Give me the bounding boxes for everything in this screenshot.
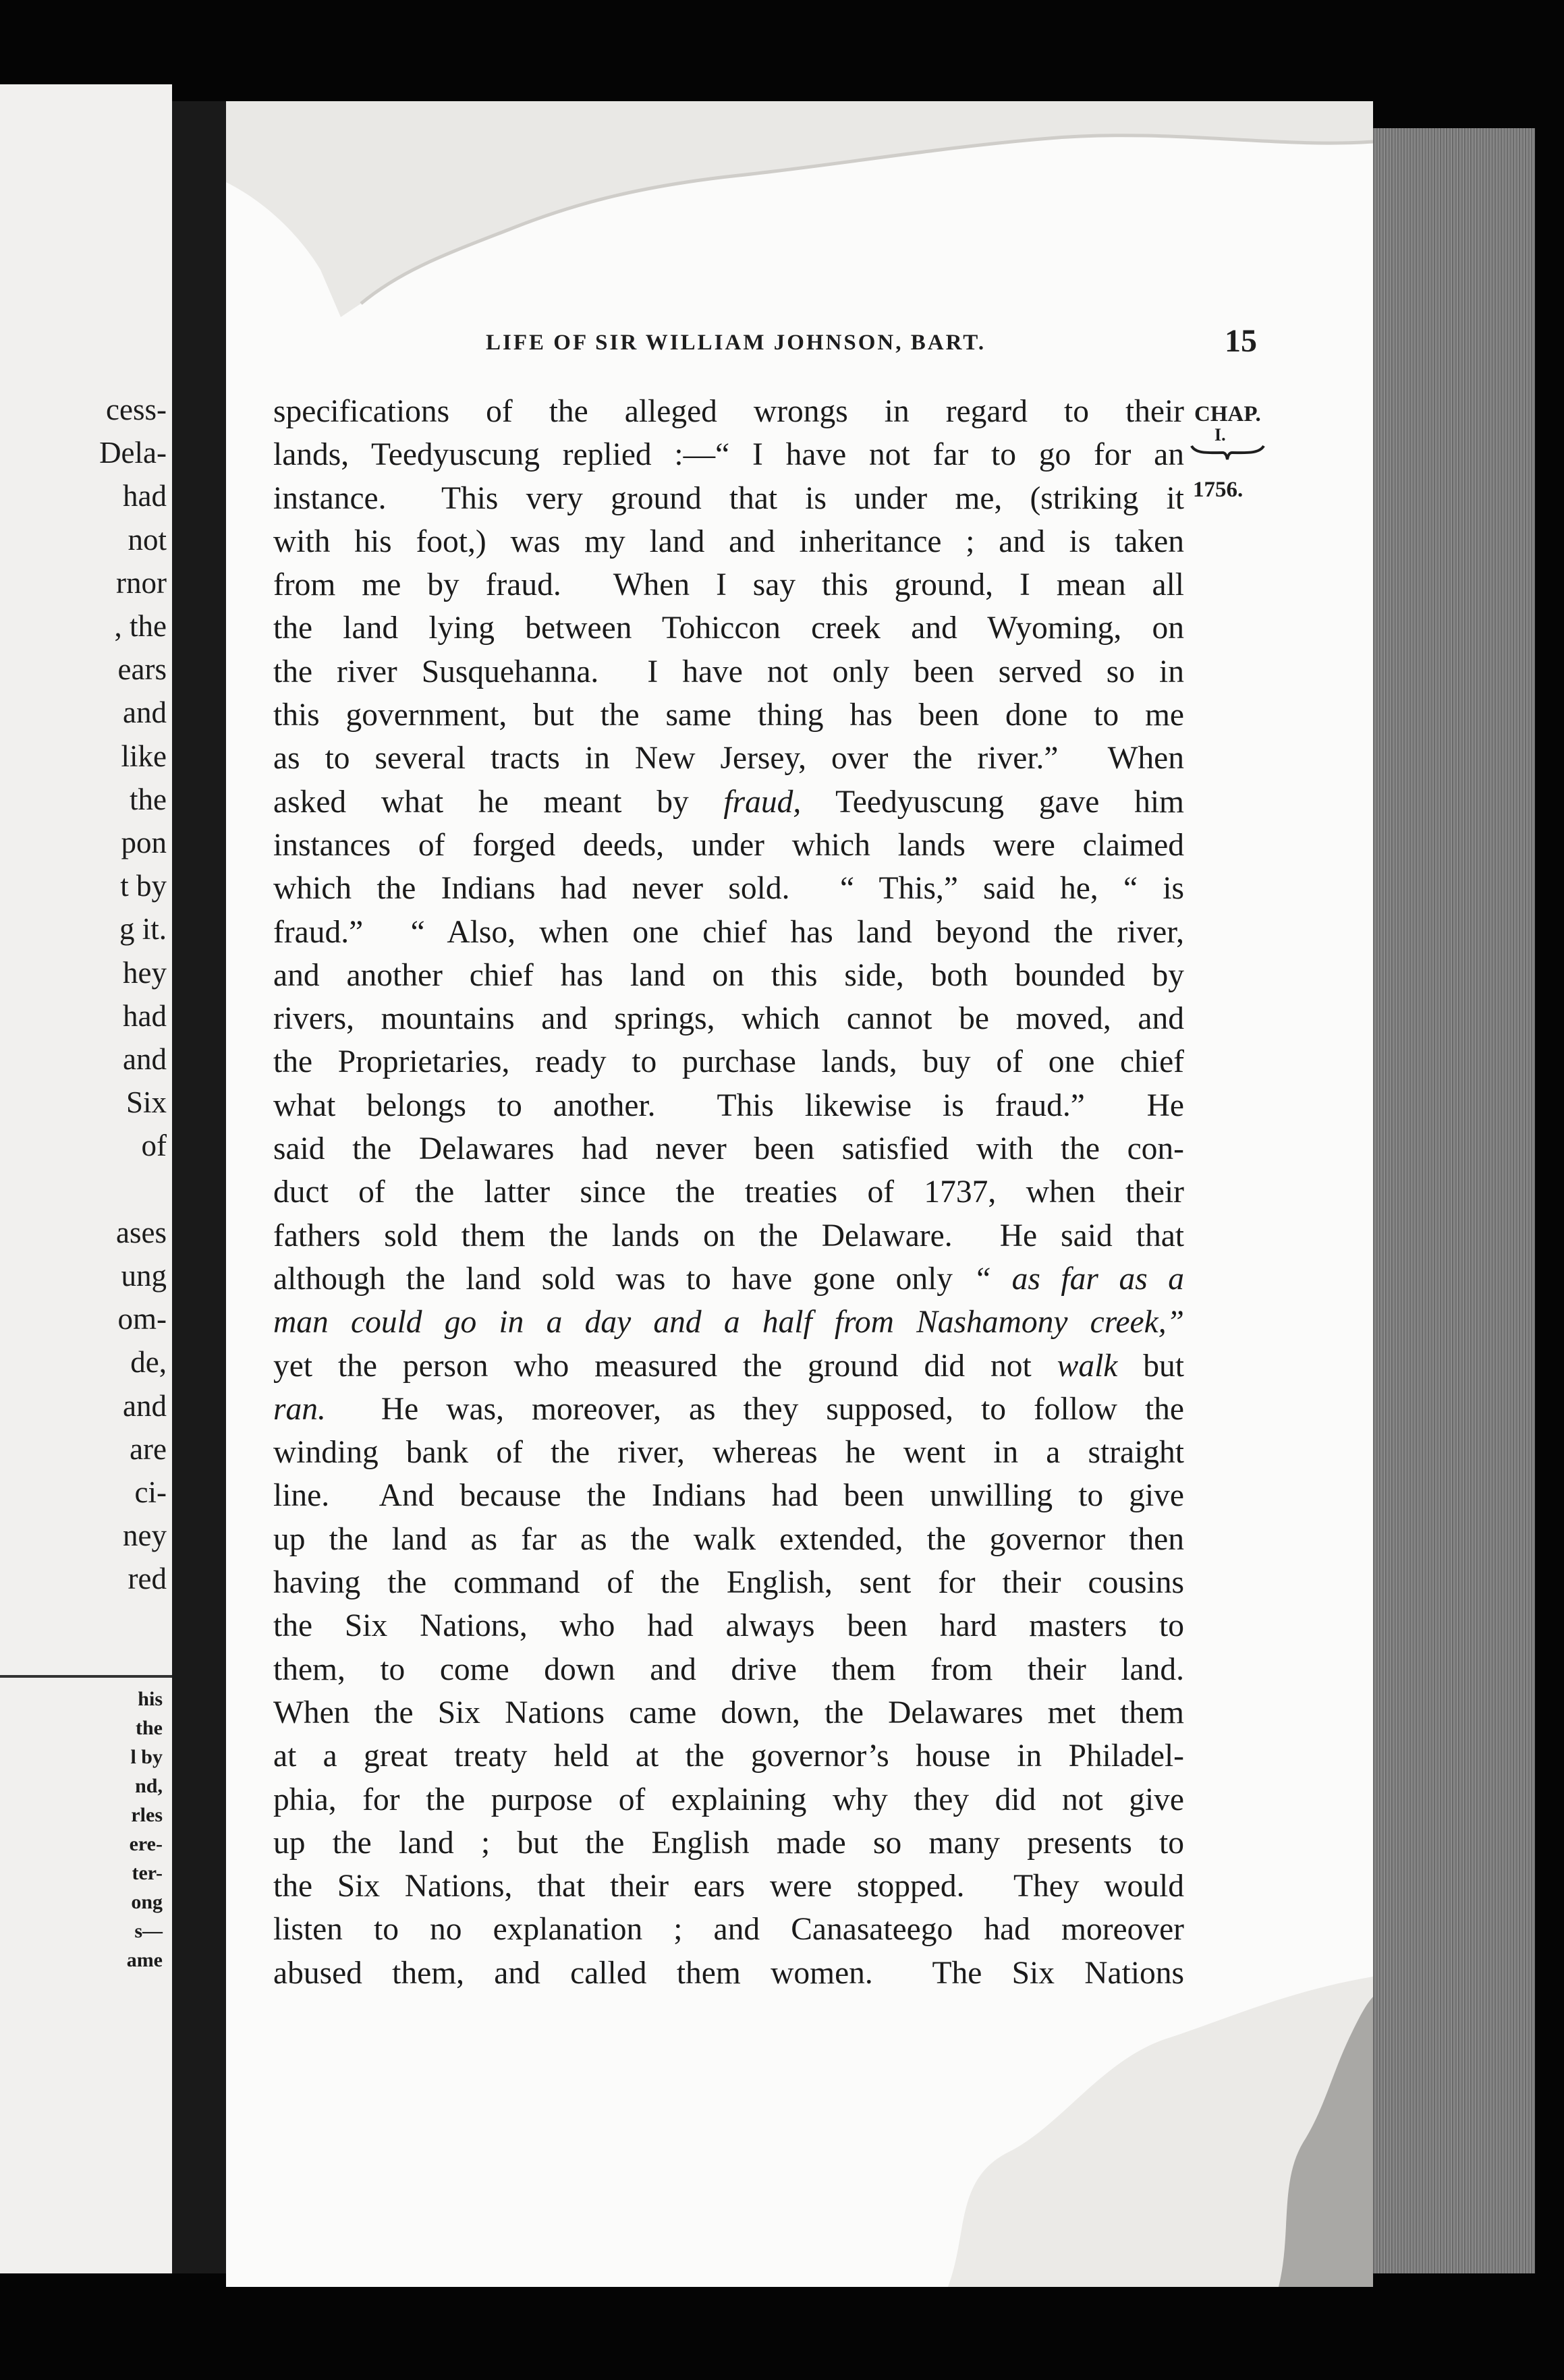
left-page-text-fragment: and [123, 696, 167, 730]
left-page-footnote-fragment: nd, [135, 1775, 163, 1797]
left-page-text-fragment: rnor [116, 565, 167, 600]
text-segment: the river Susquehanna. I have not only been served so in [273, 654, 1184, 689]
text-segment: from me by fraud. When I say this ground, I mean all [273, 567, 1184, 603]
text-line [273, 1778, 1184, 1821]
left-page-text-fragment: red [128, 1562, 167, 1596]
left-page-text-fragment: the [130, 782, 167, 816]
text-line [273, 1431, 1184, 1474]
text-segment: the land lying between Tohiccon creek and Wyoming, on [273, 611, 1184, 646]
text-line [273, 781, 1184, 824]
text-line [273, 1084, 1184, 1127]
text-line [273, 737, 1184, 780]
text-segment: said the Delawares had never been satisfied with the con- [273, 1131, 1184, 1167]
water-stain-top [226, 101, 1373, 317]
text-line [273, 1127, 1184, 1170]
left-page-text-fragment: ci- [134, 1475, 167, 1509]
text-line [273, 1474, 1184, 1517]
left-page-text-fragment: ung [121, 1259, 167, 1293]
left-page-text-fragment: like [121, 739, 167, 773]
left-page-footnote-fragment: ere- [129, 1833, 163, 1855]
running-head: LIFE OF SIR WILLIAM JOHNSON, BART. [486, 331, 986, 355]
left-page-text-fragment: g it. [119, 912, 167, 946]
text-segment: them, to come down and drive them from their land. [273, 1651, 1184, 1687]
text-line [273, 390, 1184, 433]
text-line [273, 824, 1184, 867]
text-line [273, 1865, 1184, 1908]
text-segment: as to several tracts in New Jersey, over the river.” When [273, 741, 1184, 776]
text-segment: abused them, and called them women. The Six Nations [273, 1955, 1184, 1991]
text-line [273, 867, 1184, 910]
text-line [273, 1214, 1184, 1257]
footnote-rule [0, 1675, 172, 1678]
text-segment: He was, moreover, as they supposed, to follow the [325, 1391, 1184, 1427]
left-page-footnote-fragment: ter- [132, 1862, 163, 1884]
text-line [273, 477, 1184, 520]
text-line [273, 520, 1184, 563]
margin-year: 1756. [1193, 478, 1244, 502]
left-page-text-fragment: Dela- [99, 436, 167, 470]
left-page-footnote-fragment: s— [134, 1920, 163, 1942]
brace-icon [1189, 442, 1266, 462]
text-segment: listen to no explanation ; and Canasateego had moreover [273, 1912, 1184, 1948]
text-segment: up the land as far as the walk extended, the governor then [273, 1521, 1184, 1557]
text-line [273, 1518, 1184, 1561]
text-line [273, 1821, 1184, 1865]
text-segment: line. And because the Indians had been unwilling to give [273, 1478, 1184, 1514]
text-segment: winding bank of the river, whereas he went in a straight [273, 1435, 1184, 1471]
left-page-text-fragment: of [141, 1129, 167, 1163]
text-line [273, 1691, 1184, 1734]
left-page-text-fragment: om- [117, 1302, 167, 1336]
text-segment: asked what he meant by [273, 784, 724, 820]
text-line [273, 1170, 1184, 1214]
book-gutter [172, 101, 226, 2273]
text-line [273, 954, 1184, 997]
text-line [273, 1952, 1184, 1995]
italic-text: “ as far as a [973, 1261, 1184, 1297]
text-segment: fraud.” “ Also, when one chief has land beyond the river, [273, 914, 1184, 950]
left-page-footnote-fragment: l by [130, 1746, 163, 1768]
text-segment: phia, for the purpose of explaining why they did not give [273, 1782, 1184, 1817]
text-line [273, 1908, 1184, 1951]
chapter-label: CHAP. [1194, 402, 1261, 426]
text-line [273, 997, 1184, 1040]
italic-text: fraud, [723, 784, 802, 820]
text-line [273, 1040, 1184, 1083]
left-page-footnote-fragment: his [138, 1688, 163, 1710]
text-segment: rivers, mountains and springs, which cannot be moved, and [273, 1001, 1184, 1037]
page-number: 15 [1225, 323, 1257, 359]
text-segment: having the command of the English, sent for their cousins [273, 1565, 1184, 1601]
text-segment: specifications of the alleged wrongs in regard to their [273, 394, 1184, 429]
left-page-text-fragment: t by [120, 869, 167, 903]
text-segment: the Six Nations, that their ears were stopped. They would [273, 1869, 1184, 1904]
left-page-text-fragment: cess- [106, 393, 167, 426]
left-page-footnote-fragment: ong [131, 1891, 163, 1913]
left-page-footnote-fragment: rles [131, 1804, 163, 1826]
text-segment: duct of the latter since the treaties of 1737, when their [273, 1174, 1184, 1210]
italic-text: ran. [273, 1391, 326, 1427]
left-page-text-fragment: and [123, 1042, 167, 1076]
text-line [273, 1388, 1184, 1431]
left-page-footnote-fragment: the [136, 1717, 163, 1739]
text-segment: this government, but the same thing has been done to me [273, 698, 1184, 733]
left-page-text-fragment: hey [123, 955, 167, 990]
left-facing-page [0, 84, 172, 2273]
text-line [273, 693, 1184, 737]
text-segment: lands, Teedyuscung replied :—“ I have not far to go for an [273, 437, 1184, 473]
left-page-text-fragment: ears [117, 652, 167, 687]
text-line [273, 1561, 1184, 1604]
left-page-text-fragment: had [123, 998, 167, 1033]
left-page-text-fragment: de, [130, 1345, 167, 1380]
text-segment: Teedyuscung gave him [801, 784, 1184, 820]
text-segment: at a great treaty held at the governor’s house in Philadel- [273, 1738, 1184, 1774]
left-page-footnote-fragment: ame [126, 1949, 163, 1971]
italic-text: man could go in a day and a half from Nashamony creek,” [273, 1305, 1184, 1340]
left-page-text-fragment: are [130, 1432, 167, 1466]
left-page-text-fragment: and [123, 1388, 167, 1423]
text-segment: which the Indians had never sold. “ This,” said he, “ is [273, 871, 1184, 907]
left-page-text-fragment: ases [116, 1215, 167, 1249]
text-line [273, 433, 1184, 476]
chapter-number: I. [1214, 425, 1226, 445]
left-page-text-fragment: ney [123, 1519, 167, 1553]
text-line [273, 563, 1184, 606]
text-line [273, 1344, 1184, 1388]
text-segment: instance. This very ground that is under me, (striking it [273, 480, 1184, 516]
left-page-text-fragment: , the [114, 609, 167, 643]
text-segment: but [1117, 1348, 1184, 1384]
left-page-text-fragment: not [128, 522, 167, 557]
text-line [273, 1604, 1184, 1647]
text-line [273, 911, 1184, 954]
text-segment: with his foot,) was my land and inheritance ; and is taken [273, 523, 1184, 559]
text-segment: and another chief has land on this side, both bounded by [273, 957, 1184, 993]
text-line [273, 1734, 1184, 1778]
text-line [273, 1648, 1184, 1691]
left-page-text-fragment: pon [121, 826, 167, 859]
text-line [273, 1301, 1184, 1344]
text-line [273, 606, 1184, 650]
left-page-text-fragment: had [123, 479, 167, 513]
italic-text: walk [1057, 1348, 1118, 1384]
text-segment: fathers sold them the lands on the Delaware. He said that [273, 1218, 1184, 1253]
text-segment: what belongs to another. This likewise is fraud.” He [273, 1087, 1184, 1123]
text-segment: up the land ; but the English made so many presents to [273, 1825, 1184, 1861]
text-line [273, 650, 1184, 693]
text-segment: the Proprietaries, ready to purchase lands, buy of one chief [273, 1044, 1184, 1080]
water-stain-bottom [928, 1977, 1373, 2287]
text-segment: the Six Nations, who had always been hard masters to [273, 1608, 1184, 1644]
text-segment: When the Six Nations came down, the Delawares met them [273, 1695, 1184, 1730]
text-segment: although the land sold was to have gone only [273, 1261, 974, 1297]
text-line [273, 1257, 1184, 1301]
left-page-text-fragment: Six [125, 1085, 167, 1120]
text-segment: yet the person who measured the ground did not [273, 1348, 1057, 1384]
body-text [273, 390, 1184, 1995]
text-segment: instances of forged deeds, under which lands were claimed [273, 827, 1184, 863]
book-fore-edge [1373, 128, 1535, 2273]
